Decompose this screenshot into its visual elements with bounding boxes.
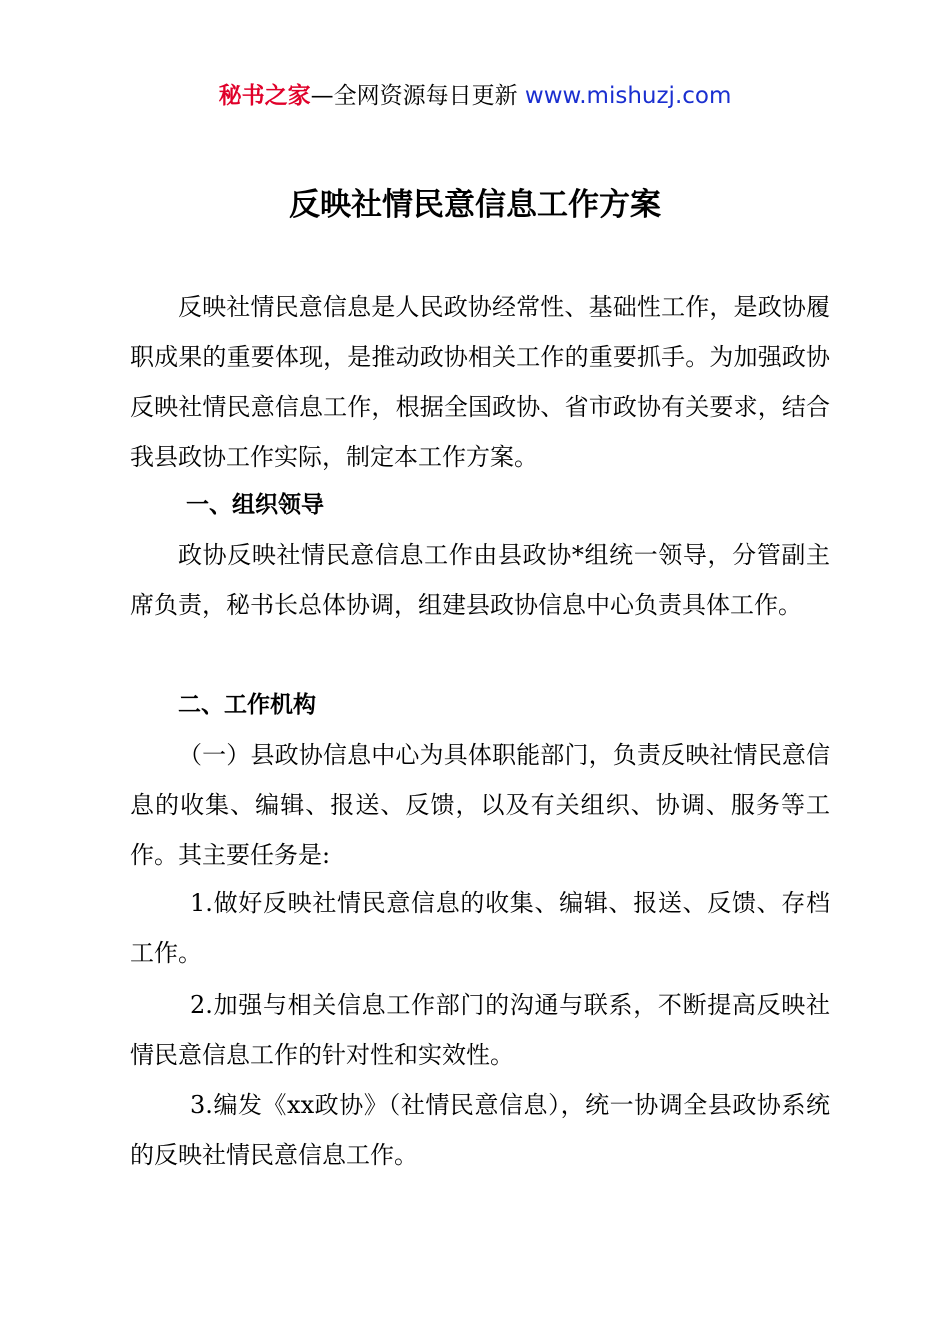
task-item-2: 2.加强与相关信息工作部门的沟通与联系，不断提高反映社情民意信息工作的针对性和实效性。 <box>130 991 830 1069</box>
intro-paragraph: 反映社情民意信息是人民政协经常性、基础性工作，是政协履职成果的重要体现，是推动政协相关工作的重要抓手。为加强政协反映社情民意信息工作，根据全国政协、省市政协有关要求，结合我县政协工作实际，制定本工作方案。 <box>130 293 830 471</box>
document-title: 反映社情民意信息工作方案 <box>289 187 661 223</box>
site-header <box>0 80 950 112</box>
site-brand: 秘书之家 <box>218 83 311 109</box>
section-body-organization: 政协反映社情民意信息工作由县政协*组统一领导，分管副主席负责，秘书长总体协调，组建县政协信息中心负责具体工作。 <box>130 541 830 619</box>
site-url-link[interactable]: www.mishuzj.com <box>524 83 732 109</box>
site-tagline: —全网资源每日更新 <box>310 83 525 109</box>
task-item-3: 3.编发《xx政协》（社情民意信息），统一协调全县政协系统的反映社情民意信息工作。 <box>130 1091 830 1169</box>
subsection-info-center: （一）县政协信息中心为具体职能部门，负责反映社情民意信息的收集、编辑、报送、反馈，以及有关组织、协调、服务等工作。其主要任务是: <box>130 741 830 869</box>
task-item-1: 1.做好反映社情民意信息的收集、编辑、报送、反馈、存档工作。 <box>130 889 830 967</box>
section-heading-organization: 一、组织领导 <box>186 492 324 518</box>
section-heading-structure: 二、工作机构 <box>178 692 316 718</box>
